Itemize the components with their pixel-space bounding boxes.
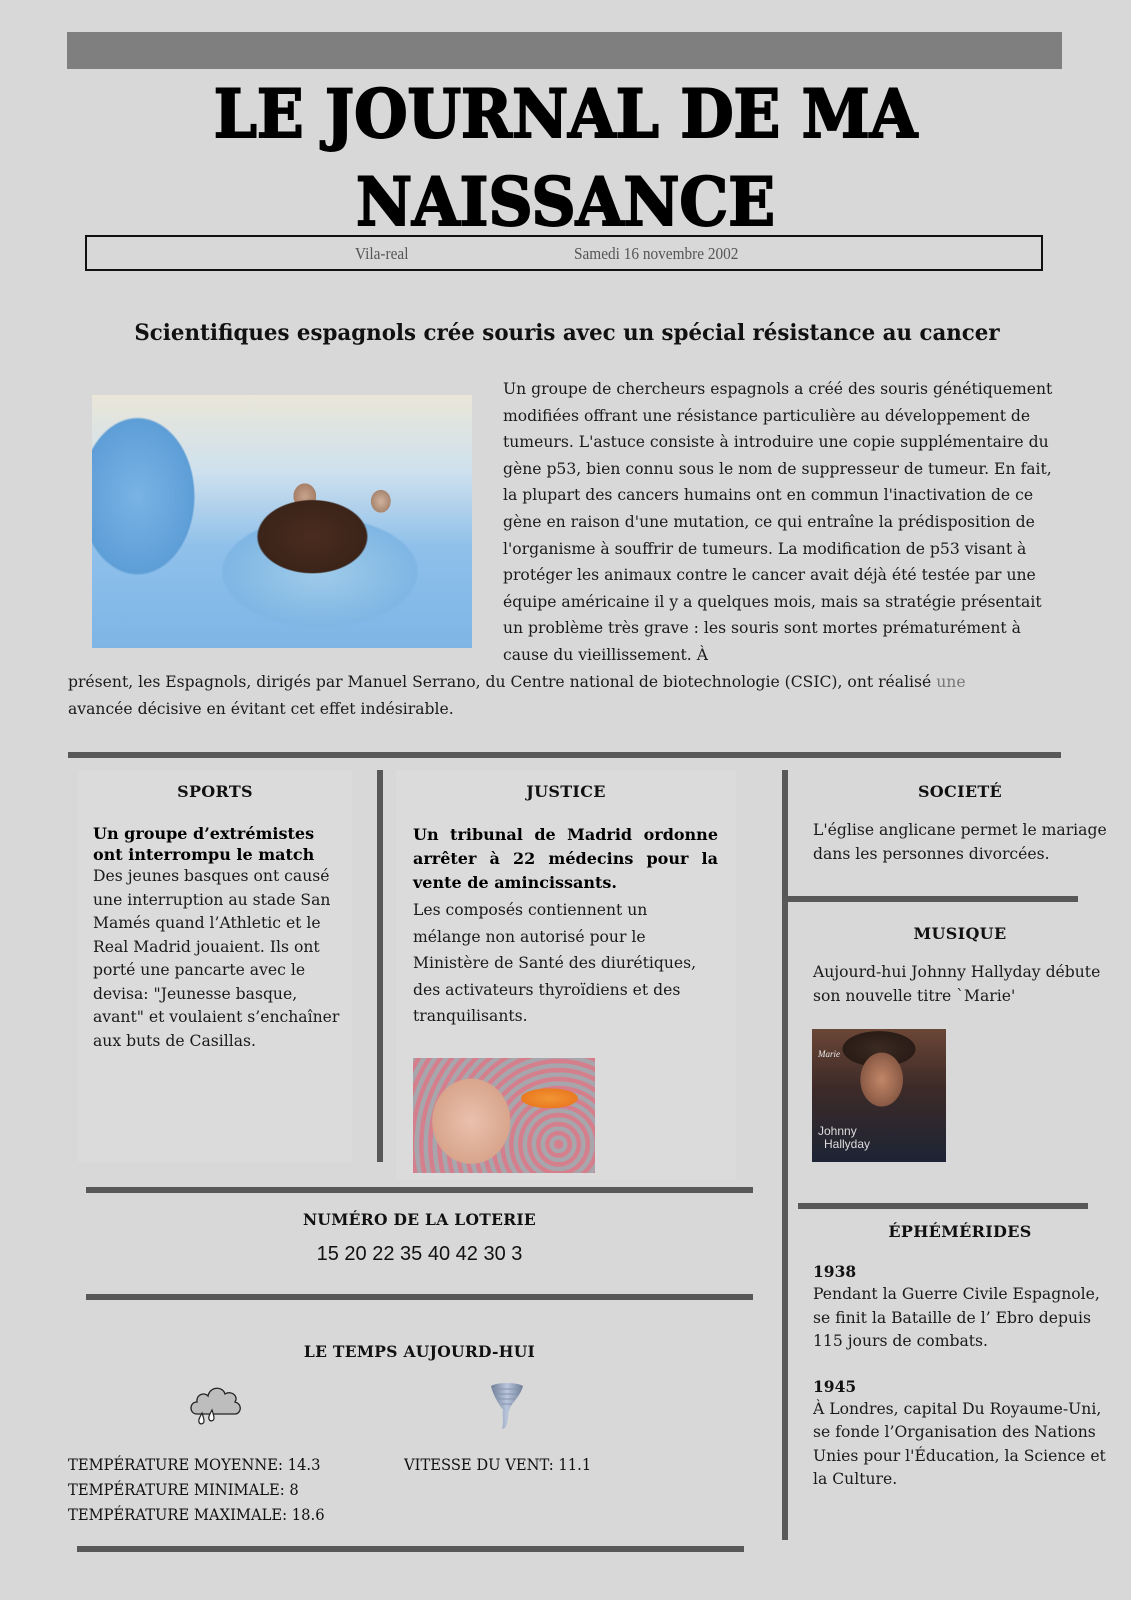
newspaper-title [133,70,999,246]
sports-section [78,770,352,1162]
lead-last-line: avancée décisive en évitant cet effet indésirable. [68,699,454,718]
album-artist [818,1125,870,1151]
divider-above-loterie [86,1187,753,1193]
ephemerides-year: 1945 [813,1376,857,1396]
divider-right-column [782,770,788,1540]
divider-below-loterie [86,1294,753,1300]
tornado-icon [487,1380,527,1432]
title-line-2: NAISSANCE [355,163,776,241]
societe-title: SOCIETÉ [917,782,1003,801]
musique-section [800,916,1120,1008]
sports-body: Des jeunes basques ont causé une interruption au stade San Mamés quand l’Athletic et le Real Madrid jouaient. Ils ont porté une pancarte avec le devisa: "Jeunesse basque, avant" et voulaient s’enchaîner aux buts de Casillas. [93,867,340,1050]
temperature-maximum: TEMPÉRATURE MAXIMALE: 18.6 [68,1505,325,1524]
rain-cloud-icon [187,1380,247,1430]
lead-headline: Scientifiques espagnols crée souris avec un spécial résistance au cancer [134,320,1000,346]
ephemerides-section [800,1222,1120,1492]
loterie-numbers: 15 20 22 35 40 42 30 3 [316,1243,523,1265]
lead-continued-line: présent, les Espagnols, dirigés par Manuel Serrano, du Centre national de biotechnologie (CSIC), ont réalisé [68,673,932,691]
ephemerides-title: ÉPHÉMÉRIDES [888,1222,1032,1241]
temperature-average: TEMPÉRATURE MOYENNE: 14.3 [68,1455,321,1474]
ephemerides-entry [813,1376,1113,1492]
pills-photo [413,1058,595,1173]
sports-headline: Un groupe d’extrémistes ont interrompu le match [93,824,315,864]
musique-title: MUSIQUE [913,924,1007,943]
divider-bottom [77,1546,744,1552]
musique-body: Aujourd-hui Johnny Hallyday débute son nouvelle titre `Marie' [813,963,1101,1005]
sports-title: SPORTS [177,782,253,801]
ephemerides-text: Pendant la Guerre Civile Espagnole, se finit la Bataille de l’ Ebro depuis 115 jours de combats. [813,1285,1100,1350]
justice-body: Les composés contiennent un mélange non autorisé pour le Ministère de Santé des diurétiques, des activateurs thyroïdiens et des tranquilisants. [413,901,697,1025]
lead-article-text: Un groupe de chercheurs espagnols a créé des souris génétiquement modifiées offrant une résistance particulière au développement de tumeurs. L'astuce consiste à introduire une copie supplémentaire du gène p53, bien connu sous le nom de suppresseur de tumeur. En fait, la plupart des cancers humains ont en commun l'inactivation de ce gène en raison d'une mutation, ce qui entraîne la prédisposition de l'organisme à souffrir de tumeurs. La modification de p53 visant à protéger les animaux contre le cancer avait déjà été testée par une équipe américaine il y a quelques mois, mais sa stratégie présentait un problème très grave : les souris sont mortes prématurément à cause du vieillissement. À [503,380,1053,664]
temperature-minimum: TEMPÉRATURE MINIMALE: 8 [68,1480,299,1499]
dateline-location: Vila-real [355,244,409,263]
societe-body: L'église anglicane permet le mariage dans les personnes divorcées. [813,821,1107,863]
justice-title: JUSTICE [526,782,606,801]
divider-sports-justice [377,770,383,1162]
album-cover [812,1029,946,1162]
lead-article-text-continued [68,669,1068,722]
mouse-photo [92,395,472,648]
loterie-section [86,1210,753,1266]
societe-section [800,770,1120,866]
title-line-1: LE JOURNAL DE MA [213,75,918,153]
section-divider-top [68,752,1061,758]
meteo-title: LE TEMPS AUJOURD-HUI [303,1342,536,1361]
ephemerides-year: 1938 [813,1262,857,1281]
dateline-date: Samedi 16 novembre 2002 [574,244,739,263]
dateline-box [85,235,1043,271]
loterie-title: NUMÉRO DE LA LOTERIE [302,1210,537,1229]
album-title: Marie [818,1049,840,1059]
divider-societe-musique [788,896,1078,902]
justice-headline: Un tribunal de Madrid ordonne arrêter à 22 médecins pour la vente de amincissants. [413,825,718,892]
top-banner-bar [67,32,1062,69]
album-artist-first: Johnny [818,1124,857,1138]
album-artist-last: Hallyday [824,1137,871,1151]
ephemerides-text: À Londres, capital Du Royaume-Uni, se fonde l’Organisation des Nations Unies pour l'Éducation, la Science et la Culture. [813,1399,1106,1488]
ephemerides-entry [813,1261,1113,1354]
divider-musique-ephemerides [798,1203,1088,1209]
lead-continued-muted: une [936,673,966,691]
wind-speed: VITESSE DU VENT: 11.1 [404,1455,592,1474]
